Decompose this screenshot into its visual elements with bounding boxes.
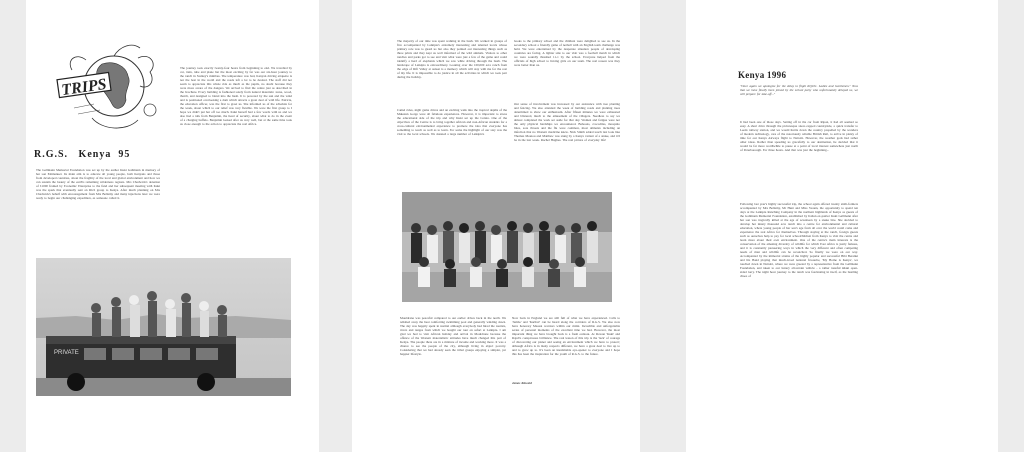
- page1-right-column: The journey took exactly twenty-four hours from beginning to end. We travelled by car, train, tube and plane but the most exciting by far was our six-hour journey to the ranch in Stanley's minibus. The temperature was bad, Kenyan driving etiquette is not the best in the world and the roads left a lot to be desired. The staff did not seem to appreciate this whole ride as much as the pupils, no doubt because they were more aware of the dangers. We arrived to find the centre just as described in the brochure. Every building is fashioned solely from natural materials: stone, wood, thatch, and designed to blend into the bush. It is powered by the sun and the wind and is positioned overlooking a dam which attracts a great deal of wild life. Patricia, the education officer, was the first to greet us. She informed us of the schedule for the week, about which to our relief was very flexible. We were the first group to I hope we didn't put her off too much. Kuki herself had a few words with us and we also had a talk from Benjamin, the head of security, about what to do in the event of a charging buffalo. Benjamin looked after us very well, but at the same time took us close enough to the action to appreciate the real Africa.: [180, 66, 292, 126]
- document-page-3: [686, 0, 998, 452]
- page2-signature: James Kincaid: [512, 381, 532, 385]
- document-page-2: [352, 0, 640, 452]
- svg-text:TRIPS: TRIPS: [60, 75, 108, 100]
- page2-col2-lower: Now back in England we are still full of what we have experienced. Calls to 'Jambo' and 'Karibu!' can be heard along the corridors of R.G.S. We also now have honorary Maasai warriors within our midst. Incredible and unforgettable series of personal moments of the excellent time we had. However, the most important thing we have brought back is a fresh outlook. At Rowan 'Kuki' and Rajab's conspicuous brilliance. The real lesson of this trip is the 'lack' of courage of discovering our planet and seeing an environment which we have to protect; although Africa is in many respects different, we have a great deal to live up to and to grow up to. It's been an inestimable eye-opener to everyone and I hope this has been the inspiration for the youth of R.G.S. to the future.: [512, 316, 620, 356]
- page2-col2-top: books to the primary school and the children were delighted to see us. In the secondary school a friendly game of netball with an English team challenge was held. We were entertained by the desperate situation people of developing countries are facing. A lighter side to our visit was a football match in which we were soundly thrashed 11-1 by the school. Everyone helped from the officials of high school to having girls on our team. The real reason was they were better than us.: [514, 39, 620, 67]
- document-page-1: [26, 0, 319, 452]
- page2-col2-mid: Our sense of involvement was increased by our assistance with tree planting and fencing. We also attended the week of building roads and planting trees determined to show our enthusiasm. After fifteen minutes we were exhausted and blistered, much to the amusement of the villagers. Needless to say we almost completed the work set aside for that day. Women and fatigue were not the only physical hardships we encountered. Baboons, crocodiles, mosquito bites, sore throats and the flu were common, most ailments including an infection that no Western medicine knew. Nick Smith added touch last look like Thomas Moutou and Matthew was stung by a Kenya variant of a snake, and it'd be in the last week. Rachel Hughes. The real picture of everyday life!: [514, 102, 620, 142]
- page2-col1-top: The majority of our time was spent walking in the bush. We walked in groups of five accompanied by Laikipia's extremely interesting and talented locals whose primary role was to guard us but also they pointed out interesting things such as three prints and they kept us well informed of the wild animals. Visitors to other ranches and parks got to see and visit what were just a few of the game and could identify a herd of elephants which we saw while driving through the bush. The landscape of Laikipia is extraordinary. Looking over the 100,000 acre ranch from the edge of Rift Valley at sunset is a memory which will stay with me for the rest of my life. It is impossible to do justice in all the activities in which we took part during the holiday.: [397, 39, 507, 79]
- page2-col1-lower: Mouldrane was peaceful compared to our earlier drives back in the north. We relished away the heat comforting swimming pool and generally winding down. The day was happily spent in normal although everybody had hired the tourists, rivers and ranges from which we bought our tour on safari at Laikipia. I am glad we had to visit African holiday and arrival in Mouldrane because the offence of the Western materialistic attitudes have much changed this part of Kenya. The people there are in a mixture of income and working more. It was a chance to see the people of the city, although living in abject poverty. Considering that we had already seen the tribal groups enjoying a simpler, yet happier lifestyle.: [400, 316, 506, 356]
- page1-heading: R.G.S. Kenya 95: [34, 149, 131, 160]
- page3-intro: "Once again we apologise for the delay to flight KQ101. Ladies and Gentlemen." Now that we have finally been joined by the school party who unfortunately delayed us, we will prepare for take-off...": [740, 84, 858, 96]
- page3-body2: Following last year's highly successful trip, the school again offered twenty sixth-formers accompanied by Mrs Bellamy, Mr Hunt and Miss Swann, the opportunity to spend ten days at the Laikipia Ranching Company in the northern highlands of Kenya as guests of the Gallmann Memorial Foundation, established by Italian ex-patriot Kuki Gallmann after her son was tragically killed at the age of seventeen by a snake bite. She decided to develop her ninety thousand acre ranch into a centre for environmental and cultural education, where young people of her son's age from all over the world could come and experience the real Africa for themselves. Through staying at the ranch, foreign guests such as ourselves help to pay for local schoolchildren from Kenya to visit the centre and learn more about their own environment. One of the centre's main interests is the conservation of the amazing diversity of wildlife for which East Africa is justly famous, and it is constantly pioneering ways in which the very different and often competing needs of man and wildlife can be reconciled. So finally we were on our way. Accompanied by the immortal strains of the highly popular and successful Bibi Beranki and his Band playing that much-loved national favourite, 'My Home is Kenya', we touched down in Nairobi, where we were greeted by a representative from the Gallmann Foundation, and taken to our luxury all-terrain vehicle - a rather tasteful khaki open-sided lorry. The night hour journey to the ranch was fascinating in itself, as the bustling chaos of: [740, 202, 858, 278]
- page3-body1: It had been one of those days. Setting off in the car from Ripon, it had all seemed so easy. A short drive through the picturesque snow-capped countryside, a quick transfer to Leeds railway station, and we would hurtle down the country propelled by the wonders of modern technology, care of the notoriously reliable British Rail, to arrive in plenty of time for our Kenya Airways flight to Nairobi. However, the weather gods had rather other ideas. Rather than speeding us gracefully to our destination, he decided that it would be far more worthwhile to pause at a point of local interest somewhere just north of Peterborough. For three hours. And that was just the beginning...: [740, 120, 858, 152]
- page1-left-column: The Gallmann Memorial Foundation was set up by the author Kuki Gallmann in memory of her son Emmanuel. Its main aim is to educate all young people, both Kenyans and those from developed countries, about the fragility of the local and global environment and how we can sustain the beauty of the earth's remaining wilderness regions. Mrs Chadwick's donation of £1000 framed by Economic Enterprise to the fund and her subsequent meeting with Kuki was the spark that eventually sent an RGS group to Kenya. After much planning on Mrs Chadwick's behalf with encouragement from Mrs Bellamy and many injections later we were ready to begin our challenging expedition, as someone called it.: [36, 168, 160, 200]
- group-on-bus-photo: [36, 258, 291, 396]
- page3-heading: Kenya 1996: [738, 70, 787, 80]
- svg-text:PRIVATE: PRIVATE: [54, 350, 79, 356]
- trips-logo: [54, 38, 164, 138]
- page2-col1-bottom: Camel rides, night game drives and an exciting walk into the tropical depths of the Mukutan Gorge were all fabulous experiences. However, it is important to stress the educational side of the trip and why Kuki set up the Centre. One of the objectives of the Centre is to bring together African and non-African students for a cross-cultural environmental experience to promote the idea that everyone has something to teach as well as to learn. For some the highlight of our stay was the visit to the local schools. We donated a large number of Laikipia's: [397, 108, 507, 136]
- group-photo: [402, 192, 612, 302]
